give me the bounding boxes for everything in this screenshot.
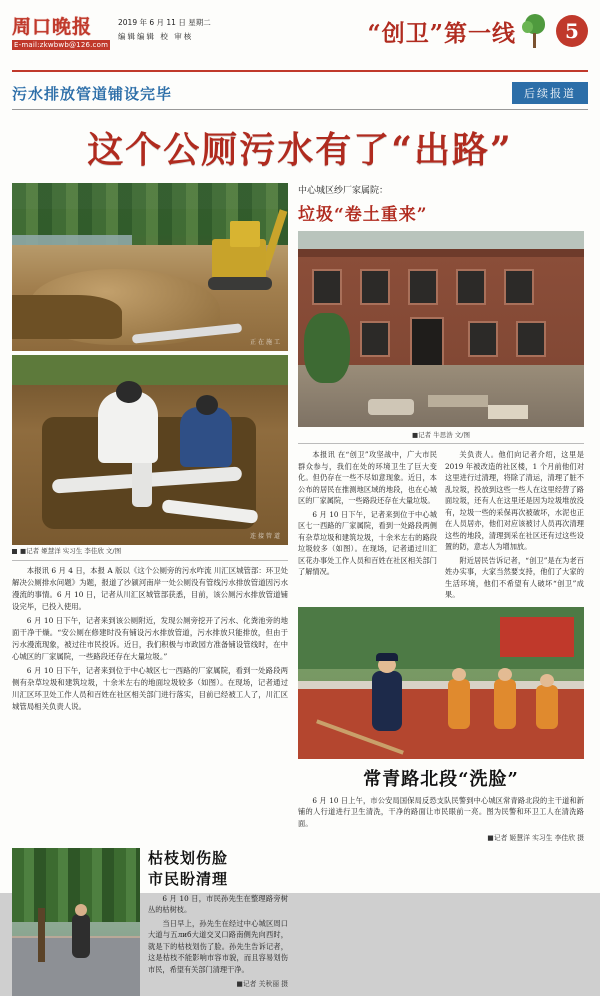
status-badge: 后续报道 [512,82,588,104]
masthead [12,10,588,72]
photo-street-tree [12,848,140,996]
credit-text: ■记者 姬慧洋 实习生 李佳欣 文/图 [20,547,122,555]
paragraph: 本报讯 6 月 4 日，本报 A 版以《这个公厕旁的污水咋流 川汇区城管部：环卫处解决公厕排水问题》为题，报道了沙颍河南岸一处公厕没有管线污水排放管道因污水漫流的事情。6 月 10 日，记者从川汇区城管部获悉，目前，该公厕污水排放管道铺设完毕，已投入使用。 [12,565,288,611]
paragraph: 6 月 10 日上午，市公安局国保局反恐支队民警到中心城区常青路北段的主干道和新铺的人行道进行卫生清洗，干净的路面让市民眼前一亮。图为民警和环卫工人在清洗路面。 [298,795,584,828]
right-article-body [298,449,584,603]
paragraph: 6 月 10 日下午，记者来到该公厕附近，发现公厕旁挖开了污水、化粪池旁的地面干净干燥。“安公厕在修建时没有铺设污水排放管道，污水排放只能排放，但由于污水漫流现象，被过往市民投诉。近日，我们积极与市政园方准备铺设管线时，在中心城区的厂家属院，一些路段还存在大量垃圾。” [12,615,288,661]
bottom-right-byline: ■记者 姬慧洋 实习生 李佳欣 摄 [487,834,584,843]
paragraph: 6 月 10 日，市民孙先生在整理路旁树丛的枯树枝。 [148,893,288,915]
bottom-left-body [148,893,288,976]
masthead-section [368,10,588,48]
tree-icon [522,14,548,48]
left-photo-credit [12,545,288,561]
paragraph: 当日早上，孙先生在经过中心城区周口大道与五либ大道交叉口路南侧先向西时，就是下的枯枝划伤了脸。孙先生告诉记者，这是枯枝不能影响市容市貌，而且容易划伤市民，希望有关部门清理干净。 [148,918,288,974]
photo-pipe-laying [12,355,288,545]
newspaper-email: E-mail:zkwbwb@126.com [14,41,109,50]
content-grid [12,183,588,842]
bottom-left-byline: ■记者 关秋丽 摄 [236,980,288,989]
paragraph: 6 月 10 日下午，记者来到位于中心城区七一西路的厂家属院，看到一处路段两侧有杂草垃圾和建筑垃圾，十余米左右的路段垃圾较多（如图）。在现场，记者通过川汇区花办事处工作人员和百姓在社区相关部门了解情况。 [298,509,437,577]
bottom-left-text [148,848,288,996]
bottom-right-title: 常青路北段“洗脸” [363,768,519,790]
paragraph: 6 月 10 日下午，记者来到位于中心城区七一西路的厂家属院，看到一处路段两侧有杂草垃圾和建筑垃圾，十余米左右的地面垃圾较多（如图）。在现场，记者通过川汇区环卫处工作人员和百姓在社区相关部门进行落实，目前已经被工人了，川汇区城管局相关负责人说。 [12,665,288,711]
section-title: “创卫”第一线 [367,19,516,47]
editor-credits: 编辑编辑 校 审核 [118,32,194,42]
right-article-title: 垃圾“卷土重来” [298,205,428,225]
left-column [12,183,288,842]
masthead-meta [118,10,211,45]
newspaper-name: 周口晚报 [12,15,93,38]
page-number: 5 [556,15,588,47]
right-article-intro: 中心城区纱厂家属院： [298,186,389,196]
right-column [298,183,584,842]
paragraph: 关负责人。他们向记者介绍，这里是 2019 年被改造的社区楼，1 个月前他们对这里进行过清理，将除了清运，清理了脏不乱垃圾，投放到这些一些人在这里经营了路面垃圾，还有人在这里还是因为垃圾堆放没有，垃圾一些的采保再次被破坏，水泥也正在人员居亦，他们对应该被讨人员再次清理这些的地段，清理到采在社区还有过这些设置的防，意志人为增加放。 [445,450,584,552]
bottom-right-body [298,795,584,830]
photo-garbage-building [298,231,584,427]
bottom-left-story [12,848,288,996]
photo-excavation [12,183,288,351]
page-title: 这个公厕污水有了“出路” [87,129,513,171]
left-article-body [12,565,288,713]
kicker-row [12,82,588,104]
paragraph: 附近居民告诉记者，“创卫”是在为老百姓办实事，大家当然要支持，他们了大家的生活环境，他们不希望有人破坏“创卫”成果。 [445,555,584,600]
title-line-2: 市民盼清理 [148,869,229,888]
newspaper-logo [12,10,112,58]
right-body-col-2 [445,449,584,603]
photo-street-cleaning [298,607,584,759]
divider [12,109,588,110]
photo-watermark-2: 连接管道 [249,533,282,540]
title-line-1: 枯枝划伤脸 [148,849,229,868]
paragraph: 本报讯 在“创卫”攻坚战中，广大市民群众参与，我们在处的环境卫生了巨大变化。但仍存在一些不尽如意现象。近日，本公布的居民在推测地区域的地段，也在心城区的厂家属院，一些路段还存在大量垃圾。 [298,450,437,506]
issue-date: 2019 年 6 月 11 日 星期二 [118,18,211,27]
bullet-icon [12,549,17,554]
photo-watermark-1: 正在施工 [249,339,282,346]
bottom-left-title [148,848,288,889]
right-photo-credit: ■记者 牛思浩 文/图 [298,427,584,444]
kicker-text: 污水排放管道铺设完毕 [12,84,173,103]
right-body-col-1 [298,449,437,603]
